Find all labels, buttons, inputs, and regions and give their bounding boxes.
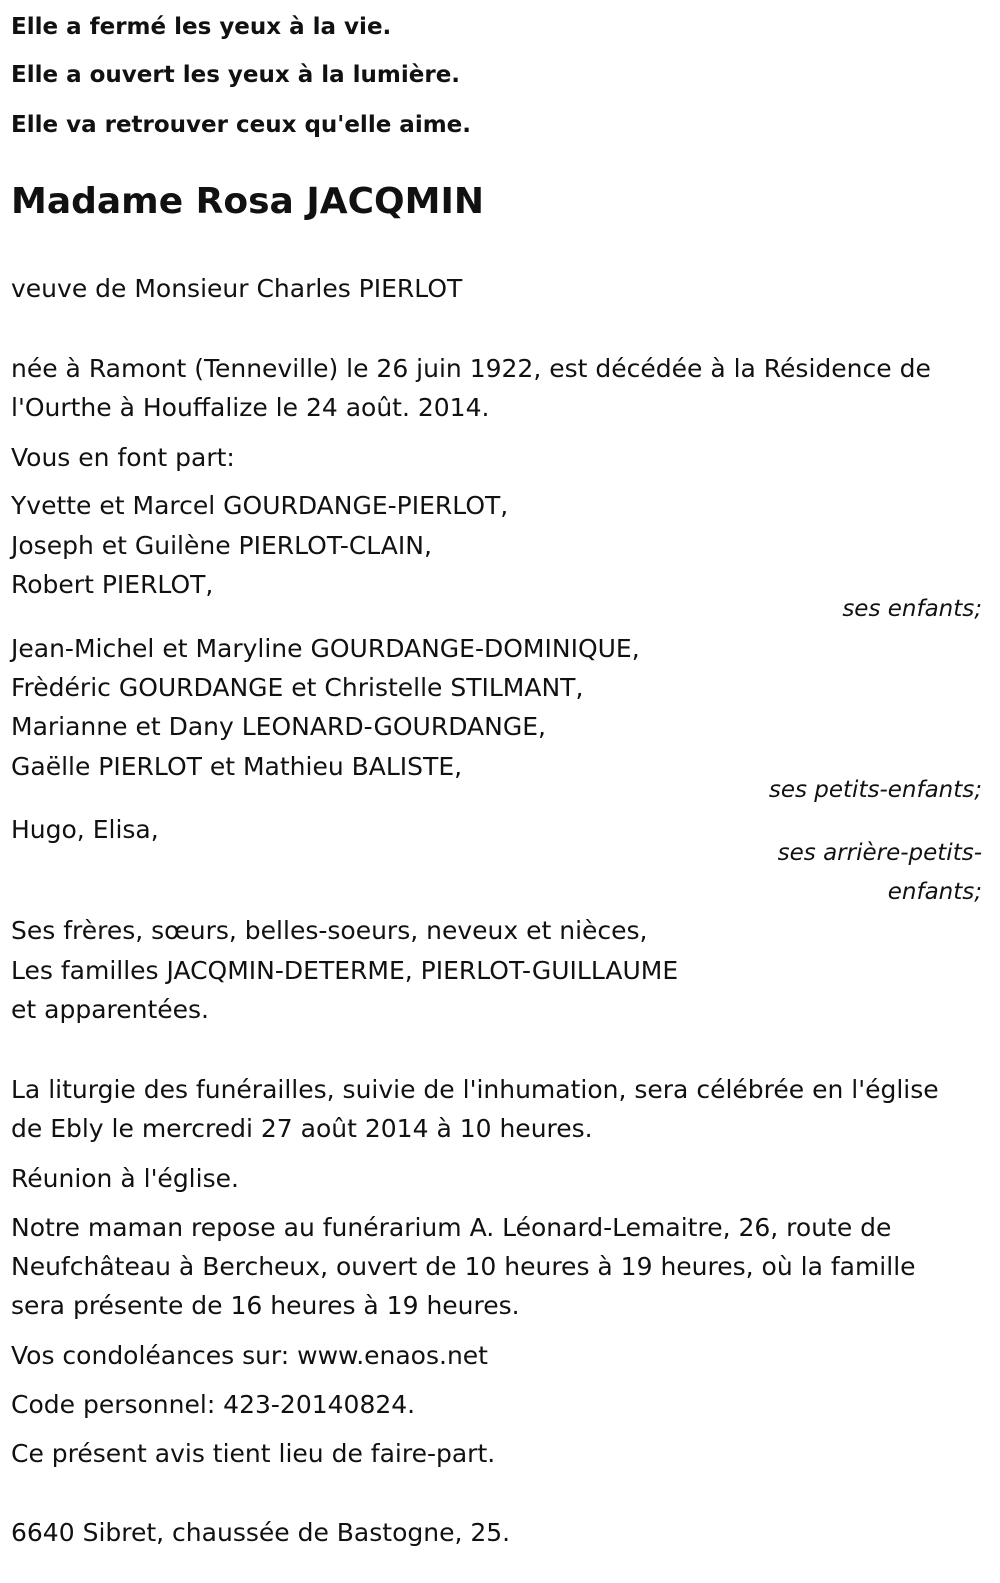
meeting-text: Réunion à l'église. — [11, 1164, 239, 1193]
repose-line: sera présente de 16 heures à 19 heures. — [11, 1291, 520, 1320]
children-role: ses enfants; — [842, 596, 982, 622]
family-line: et apparentées. — [11, 995, 209, 1024]
great-grandchildren-role: ses arrière-petits- — [777, 840, 982, 866]
liturgy-line: La liturgie des funérailles, suivie de l'inhumation, sera célébrée en l'église — [11, 1075, 939, 1104]
list-item: Joseph et Guilène PIERLOT-CLAIN, — [11, 531, 432, 560]
notice-text: Ce présent avis tient lieu de faire-part. — [11, 1439, 496, 1468]
birth-death-line: née à Ramont (Tenneville) le 26 juin 1922, est décédée à la Résidence de — [11, 354, 931, 383]
deceased-name: Madame Rosa JACQMIN — [11, 181, 484, 222]
list-item: Frèdéric GOURDANGE et Christelle STILMANT, — [11, 673, 584, 702]
list-item: Gaëlle PIERLOT et Mathieu BALISTE, — [11, 752, 463, 781]
condolences-text: Vos condoléances sur: www.enaos.net — [11, 1341, 488, 1370]
list-item: Marianne et Dany LEONARD-GOURDANGE, — [11, 712, 546, 741]
great-grandchildren-role: enfants; — [887, 879, 982, 905]
list-item: Jean-Michel et Maryline GOURDANGE-DOMINIQUE, — [11, 634, 640, 663]
repose-line: Notre maman repose au funérarium A. Léonard-Lemaitre, 26, route de — [11, 1213, 892, 1242]
widow-of: veuve de Monsieur Charles PIERLOT — [11, 274, 463, 303]
poem-line: Elle a ouvert les yeux à la lumière. — [11, 62, 461, 88]
personal-code: Code personnel: 423-20140824. — [11, 1390, 416, 1419]
list-item: Hugo, Elisa, — [11, 815, 159, 844]
family-line: Ses frères, sœurs, belles-soeurs, neveux et nièces, — [11, 916, 648, 945]
address: 6640 Sibret, chaussée de Bastogne, 25. — [11, 1518, 511, 1547]
poem-line: Elle a fermé les yeux à la vie. — [11, 14, 392, 40]
family-line: Les familles JACQMIN-DETERME, PIERLOT-GUILLAUME — [11, 956, 679, 985]
poem-line: Elle va retrouver ceux qu'elle aime. — [11, 112, 472, 138]
list-item: Robert PIERLOT, — [11, 570, 214, 599]
announce-text: Vous en font part: — [11, 443, 235, 472]
repose-line: Neufchâteau à Bercheux, ouvert de 10 heures à 19 heures, où la famille — [11, 1252, 916, 1281]
liturgy-line: de Ebly le mercredi 27 août 2014 à 10 heures. — [11, 1114, 593, 1143]
birth-death-line: l'Ourthe à Houffalize le 24 août. 2014. — [11, 393, 490, 422]
grandchildren-role: ses petits-enfants; — [768, 777, 982, 803]
list-item: Yvette et Marcel GOURDANGE-PIERLOT, — [11, 491, 509, 520]
